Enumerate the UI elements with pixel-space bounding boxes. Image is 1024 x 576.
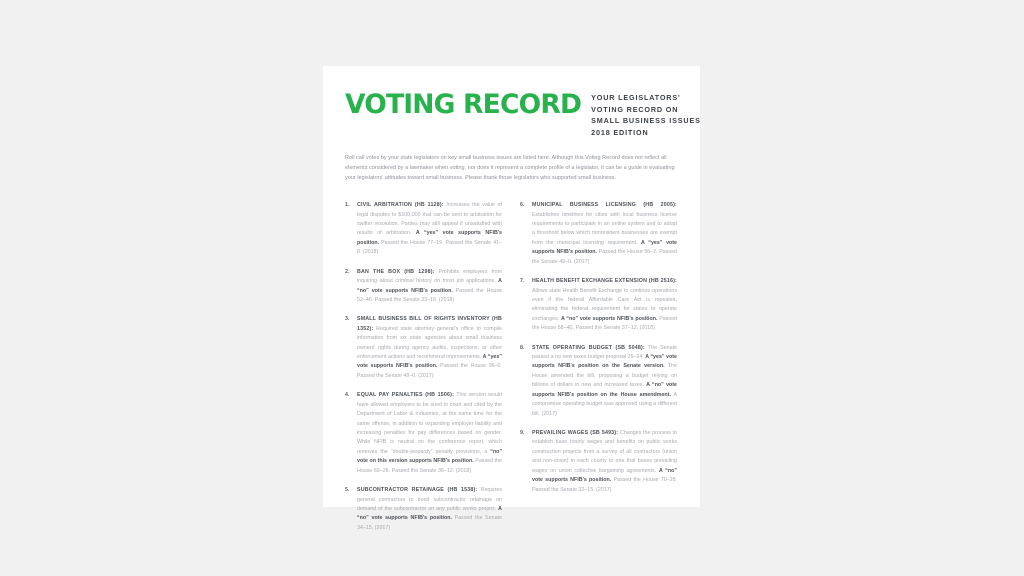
legislation-entry bbox=[520, 201, 677, 267]
legislation-entry bbox=[345, 391, 502, 476]
entry-body bbox=[532, 429, 677, 495]
entry-position-statement: A “yes” vote supports NFIB's position. bbox=[532, 239, 677, 256]
entries-columns bbox=[345, 201, 678, 543]
entry-text: Changes the process to establish base hourly wages and benefits on public works construction projects from a survey of all contractors (union and non-union) in each county to one that bases prevailing wages on union collective bargaining agreements. bbox=[532, 430, 677, 474]
entry-title: STATE OPERATING BUDGET (SB 5048): bbox=[532, 344, 645, 351]
right-column bbox=[520, 201, 677, 505]
entry-number: 8. bbox=[520, 344, 525, 351]
entry-title: CIVIL ARBITRATION (HB 1128): bbox=[357, 202, 444, 209]
legislation-entry bbox=[345, 268, 502, 306]
entry-vote-result: Passed the House 52–46. Passed the Senate 33–16. (2018) bbox=[357, 287, 502, 303]
entry-body bbox=[357, 268, 502, 306]
masthead-subtitle-line-2: VOTING RECORD ON bbox=[591, 104, 679, 114]
entry-vote-result: Passed the House 96–0. Passed the Senate 49–0. (2017) bbox=[357, 363, 502, 379]
entry-vote-result: A compromise operating budget was approved using a different bill. (2017) bbox=[532, 391, 678, 417]
page-title: VOTING RECORD bbox=[345, 89, 582, 120]
entry-text: The House amended the bill, proposing a budget relying on billions of dollars in new and increased taxes. bbox=[532, 363, 677, 389]
entry-position-statement: A “no” vote supports NFIB's position on the House amendment. bbox=[532, 382, 677, 398]
entry-body bbox=[532, 344, 677, 419]
entry-title: SUBCONTRACTOR RETAINAGE (HB 1538): bbox=[357, 487, 478, 494]
legislation-entry bbox=[520, 277, 677, 334]
entry-number: 5. bbox=[345, 487, 350, 494]
masthead-subtitle bbox=[591, 92, 701, 139]
entry-position-statement: A “no” vote supports NFIB's position. bbox=[357, 505, 502, 522]
document-header bbox=[345, 89, 701, 139]
entry-text: Prohibits employers from inquiring about criminal history on most job applications. bbox=[357, 268, 502, 285]
entry-body bbox=[532, 201, 677, 267]
masthead-subtitle-line-3: SMALL BUSINESS ISSUES bbox=[591, 116, 701, 126]
masthead-subtitle-line-4: 2018 EDITION bbox=[591, 127, 649, 137]
masthead-subtitle-line-1: YOUR LEGISLATORS' bbox=[591, 93, 681, 102]
entry-position-statement: A “no” vote supports NFIB's position. bbox=[560, 315, 658, 322]
entry-body bbox=[357, 391, 502, 476]
entry-title: PREVAILING WAGES (SB 5493): bbox=[532, 430, 619, 436]
entry-number: 7. bbox=[520, 278, 525, 285]
intro-paragraph: Roll call votes by your state legislators on key small business issues are listed here. Although this Voting Record does not reflect all elements considered by a lawmaker when voting, nor does it represent a complete profile of a legislator, it can be a guide in evaluating your legislators' attitudes toward small business. Please thank those legislators who supported small business. bbox=[345, 154, 675, 181]
entry-text: This version would have allowed employers to be sued in court and cited by the Department of Labor & Industries, at the same time for the same offense, in addition to expanding employer liability and increasing penalties for pay differences based on gender. While NFIB is neutral on the conference report, which removes the “double-jeopardy” penalty provisions, a bbox=[357, 392, 503, 455]
entry-text: Required state attorney general's office to compile information from six state agencies about small business owners' rights during agency audits, inspections, or other enforcement actions and recommend improvements. bbox=[357, 325, 502, 361]
entry-body bbox=[357, 315, 502, 381]
entry-vote-result: Passed the House 96–2. Passed the Senate 49–0. (2017) bbox=[532, 249, 677, 265]
entry-title: SMALL BUSINESS BILL OF RIGHTS INVENTORY (HB 1352): bbox=[357, 316, 502, 332]
entry-body bbox=[357, 486, 502, 533]
document-page bbox=[323, 66, 701, 531]
entry-vote-result: Passed the House 58–40. Passed the Senate 37–12. (2018) bbox=[532, 315, 677, 332]
entry-title: BAN THE BOX (HB 1298): bbox=[357, 268, 435, 275]
legislation-entry bbox=[345, 315, 502, 381]
left-column bbox=[345, 201, 502, 543]
entry-title: EQUAL PAY PENALTIES (HB 1506): bbox=[357, 392, 455, 399]
entry-vote-result: Passed the Senate 34–15. (2017) bbox=[357, 515, 502, 531]
entry-position-statement: A “no” vote supports NFIB's position. bbox=[357, 278, 502, 294]
legislation-entry bbox=[520, 429, 677, 495]
entry-title: MUNICIPAL BUSINESS LICENSING (HB 2005): bbox=[532, 202, 677, 209]
entry-body bbox=[532, 277, 677, 334]
entry-vote-result: Passed the House 70–28. Passed the Senate 32–15. (2017) bbox=[532, 477, 678, 493]
entry-number: 2. bbox=[345, 268, 350, 275]
legislation-entry bbox=[520, 344, 677, 419]
entry-text: Requires general contractors to bond subcontractor retainage on demand of the subcontractor on any public works project. bbox=[357, 487, 503, 512]
legislation-entry bbox=[345, 201, 502, 258]
entry-position-statement: “no” vote on this version supports NFIB's position. bbox=[357, 448, 502, 465]
entry-vote-result: Passed the House 69–28. Passed the Senate 36–12. (2018) bbox=[357, 458, 502, 474]
entry-position-statement: A “yes” vote supports NFIB's position. bbox=[357, 354, 502, 370]
entry-text: Establishes timelines for cities with local business license requirements to participate in an online system and to adopt a threshold below which nonresident businesses are exempt from the municipal licensing requirement. bbox=[532, 211, 677, 246]
entry-vote-result: Passed the House 77–19. Passed the Senate 41–8. (2018) bbox=[357, 239, 502, 256]
entry-text: The Senate passed a no new taxes budget proposal 25–24. bbox=[532, 344, 678, 361]
entry-position-statement: A “no” vote supports NFIB's position. bbox=[532, 467, 678, 484]
entry-number: 6. bbox=[520, 202, 525, 209]
entry-number: 9. bbox=[520, 430, 525, 436]
entry-number: 4. bbox=[345, 392, 350, 399]
entry-body bbox=[357, 201, 502, 258]
entry-position-statement: A “yes” vote supports NFIB's position on the Senate version. bbox=[532, 354, 677, 370]
entry-position-statement: A “yes” vote supports NFIB's position. bbox=[357, 230, 502, 246]
legislation-entry bbox=[345, 486, 502, 533]
entry-text: Allows state Health Benefit Exchange to continue operations even if the federal Affordable Care Act is repealed, eliminating the federal requirement for states to operate exchanges. bbox=[532, 287, 677, 322]
entry-text: Increases the value of legal disputes to $100,000 that can be sent to arbitration for swifter resolution. Parties may still appeal if unsatisfied with results of arbitration. bbox=[357, 202, 502, 237]
entry-title: HEALTH BENEFIT EXCHANGE EXTENSION (HB 2516): bbox=[532, 278, 677, 285]
entry-number: 3. bbox=[345, 316, 350, 323]
entry-number: 1. bbox=[345, 202, 350, 209]
